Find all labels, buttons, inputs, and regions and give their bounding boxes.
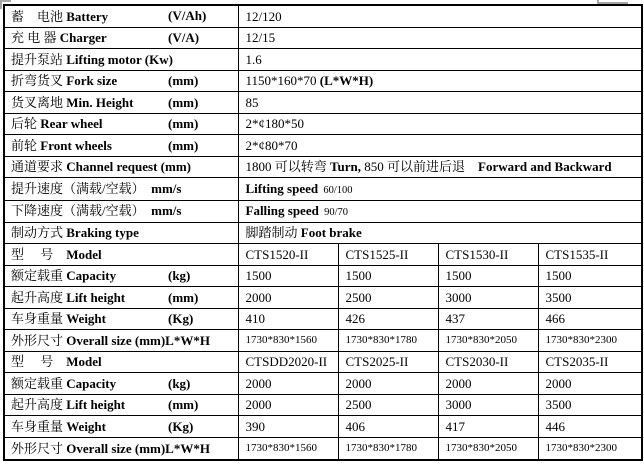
value-text: 426 xyxy=(345,311,365,327)
value-text: 90/70 xyxy=(318,207,348,219)
value-text: Falling speed xyxy=(245,203,319,219)
value-text: 1730*830*2300 xyxy=(545,333,617,346)
value-text: 3500 xyxy=(545,289,572,305)
value-cell-channel-request-0 xyxy=(238,156,642,178)
spec-label-zh: 后轮 xyxy=(11,116,41,132)
value-text: 1730*830*2300 xyxy=(545,441,617,454)
spec-row-fork-size xyxy=(4,70,642,92)
value-cell-capacity-group2-0 xyxy=(238,373,338,395)
value-text: 446 xyxy=(545,418,565,434)
spec-label-en: Overall size xyxy=(66,440,135,456)
value-cell-model-group1-0 xyxy=(238,244,338,266)
label-cell-falling-speed xyxy=(4,200,238,222)
spec-row-braking-type xyxy=(4,222,642,244)
value-cell-lift-height-group1-3 xyxy=(538,287,642,309)
value-text: 12/120 xyxy=(245,8,282,24)
value-cell-weight-group2-1 xyxy=(338,416,438,438)
value-cell-capacity-group2-3 xyxy=(538,373,642,395)
spec-label-unit: (mm)L*W*H xyxy=(134,440,210,456)
value-cell-model-group1-2 xyxy=(438,244,538,266)
value-cell-lift-height-group2-2 xyxy=(438,394,538,416)
spec-row-falling-speed xyxy=(4,200,642,222)
value-cell-weight-group2-2 xyxy=(438,416,538,438)
spec-label-en: Channel request xyxy=(66,159,161,175)
value-text: 1800 可以转弯 xyxy=(245,159,331,175)
spec-row-front-wheels xyxy=(4,135,642,157)
value-cell-lifting-speed-0 xyxy=(238,178,642,200)
label-cell-weight-group2 xyxy=(4,416,238,438)
spec-row-overall-size-group2 xyxy=(4,437,642,460)
value-cell-weight-group1-2 xyxy=(438,308,538,330)
spec-label-zh: 额定载重 xyxy=(11,375,67,391)
value-text: 2000 xyxy=(245,397,272,413)
value-cell-model-group1-1 xyxy=(338,244,438,266)
value-text: 2500 xyxy=(345,289,372,305)
spec-label-unit: (mm) xyxy=(168,116,199,132)
value-cell-lift-height-group2-3 xyxy=(538,394,642,416)
spec-label-unit: mm/s xyxy=(151,181,182,197)
value-text: CTSDD2020-II xyxy=(245,354,328,370)
value-text: 1730*830*1560 xyxy=(245,333,317,346)
spec-label-zh: 车身重量 xyxy=(11,311,67,327)
value-text: 850 可以前进后退 xyxy=(360,159,478,175)
value-cell-weight-group1-1 xyxy=(338,308,438,330)
value-cell-weight-group2-0 xyxy=(238,416,338,438)
label-cell-battery xyxy=(4,5,238,27)
value-cell-model-group2-2 xyxy=(438,351,538,373)
value-cell-lift-height-group2-0 xyxy=(238,394,338,416)
value-cell-model-group2-3 xyxy=(538,351,642,373)
spec-label-zh: 外形尺寸 xyxy=(11,332,67,348)
value-text: 2000 xyxy=(245,375,272,391)
spec-label-unit: (V/A) xyxy=(168,30,200,46)
label-cell-overall-size-group1 xyxy=(4,330,238,352)
spec-row-lifting-motor xyxy=(4,49,642,71)
spec-label-en: Braking type xyxy=(66,225,139,241)
label-cell-min-height xyxy=(4,92,238,114)
value-text: 1500 xyxy=(445,268,472,284)
value-cell-model-group2-1 xyxy=(338,351,438,373)
value-text: CTS2025-II xyxy=(345,354,409,370)
label-cell-rear-wheel xyxy=(4,113,238,135)
value-text: 3000 xyxy=(445,289,472,305)
spec-row-overall-size-group1 xyxy=(4,330,642,352)
value-cell-lift-height-group1-0 xyxy=(238,287,338,309)
value-text: Foot brake xyxy=(300,225,362,241)
value-text: 12/15 xyxy=(245,30,276,46)
value-cell-overall-size-group2-2 xyxy=(438,437,538,460)
value-text: 417 xyxy=(445,418,465,434)
value-cell-capacity-group1-3 xyxy=(538,265,642,287)
value-cell-model-group2-0 xyxy=(238,351,338,373)
spec-label-unit: (mm) xyxy=(168,94,199,110)
spec-label-unit: (Kg) xyxy=(168,418,194,434)
value-text: CTS1535-II xyxy=(545,246,609,262)
spec-label-unit: mm/s xyxy=(151,203,182,219)
spec-label-en: Capacity xyxy=(66,268,117,284)
spec-row-model-group1 xyxy=(4,244,642,266)
spec-label-zh: 型 号 xyxy=(11,246,67,262)
spec-row-model-group2 xyxy=(4,351,642,373)
spec-label-zh: 型 号 xyxy=(11,354,67,370)
value-text: 2000 xyxy=(345,375,372,391)
label-cell-weight-group1 xyxy=(4,308,238,330)
value-text: 1150*160*70 xyxy=(245,73,320,89)
spec-label-zh: 额定载重 xyxy=(11,268,67,284)
selection-handle-top-left-vertical xyxy=(0,0,2,9)
spec-row-capacity-group1 xyxy=(4,265,642,287)
spec-label-unit: (mm) xyxy=(168,73,199,89)
spec-label-en: Lift height xyxy=(66,289,126,305)
spec-label-en: Charger xyxy=(59,30,107,46)
spec-label-unit: (kg) xyxy=(168,268,191,284)
spec-label-zh: 充 电 器 xyxy=(11,30,60,46)
spec-label-en: Weight xyxy=(66,311,106,327)
spec-label-en: Model xyxy=(66,246,102,262)
value-text: 60/100 xyxy=(318,185,353,197)
value-cell-lifting-motor-0 xyxy=(238,49,642,71)
value-cell-overall-size-group2-1 xyxy=(338,437,438,460)
spec-row-lift-height-group2 xyxy=(4,394,642,416)
value-text: 1730*830*1780 xyxy=(345,441,417,454)
spec-label-en: Rear wheel xyxy=(40,116,103,132)
value-text: CTS1520-II xyxy=(245,246,309,262)
spec-row-capacity-group2 xyxy=(4,373,642,395)
label-cell-front-wheels xyxy=(4,135,238,157)
value-text: 1500 xyxy=(345,268,372,284)
spec-label-zh: 起升高度 xyxy=(11,289,67,305)
value-text: 437 xyxy=(445,311,465,327)
spec-row-lifting-speed xyxy=(4,178,642,200)
spec-label-unit: (mm) xyxy=(160,159,191,175)
value-cell-min-height-0 xyxy=(238,92,642,114)
spec-label-zh: 外形尺寸 xyxy=(11,440,67,456)
label-cell-lifting-speed xyxy=(4,178,238,200)
value-text: 466 xyxy=(545,311,565,327)
spec-label-unit: (mm) xyxy=(168,289,199,305)
value-text: (L*W*H) xyxy=(319,73,374,89)
value-text: 1730*830*1780 xyxy=(345,333,417,346)
value-text: Turn, xyxy=(330,159,361,175)
spec-label-en: Overall size xyxy=(66,332,135,348)
spec-label-zh: 前轮 xyxy=(11,137,41,153)
spec-label-unit: (kg) xyxy=(168,375,191,391)
value-text: 1500 xyxy=(245,268,272,284)
spec-label-en: Lift height xyxy=(66,397,126,413)
value-text: 脚踏制动 xyxy=(245,225,301,241)
value-cell-capacity-group1-0 xyxy=(238,265,338,287)
value-text: 1500 xyxy=(545,268,572,284)
spec-label-zh: 通道要求 xyxy=(11,159,67,175)
value-text: CTS1530-II xyxy=(445,246,509,262)
spec-label-unit: (Kg) xyxy=(168,311,194,327)
label-cell-capacity-group2 xyxy=(4,373,238,395)
value-text: 2000 xyxy=(545,375,572,391)
value-cell-lift-height-group2-1 xyxy=(338,394,438,416)
value-text: CTS1525-II xyxy=(345,246,409,262)
value-text: 2*¢80*70 xyxy=(245,137,298,153)
spec-row-battery xyxy=(4,5,642,27)
spec-label-unit: (mm) xyxy=(168,137,199,153)
spec-label-zh: 货叉离地 xyxy=(11,94,67,110)
value-text: 390 xyxy=(245,418,265,434)
label-cell-capacity-group1 xyxy=(4,265,238,287)
value-cell-overall-size-group1-1 xyxy=(338,330,438,352)
spec-label-unit: (V/Ah) xyxy=(168,8,207,24)
spec-row-charger xyxy=(4,27,642,49)
spec-label-zh: 提升速度（满载/空载） xyxy=(11,181,152,197)
label-cell-charger xyxy=(4,27,238,49)
value-cell-charger-0 xyxy=(238,27,642,49)
value-cell-capacity-group1-1 xyxy=(338,265,438,287)
spec-row-rear-wheel xyxy=(4,113,642,135)
value-text: 1730*830*1560 xyxy=(245,441,317,454)
selection-handle-top-right-vertical xyxy=(597,0,599,3)
label-cell-channel-request xyxy=(4,156,238,178)
value-cell-overall-size-group2-3 xyxy=(538,437,642,460)
value-text: 410 xyxy=(245,311,265,327)
spec-label-zh: 折弯货叉 xyxy=(11,73,67,89)
value-text: CTS2030-II xyxy=(445,354,509,370)
value-text: 3500 xyxy=(545,397,572,413)
spec-table-body xyxy=(4,5,642,460)
spec-label-unit: (Kw) xyxy=(144,51,173,67)
spec-label-zh: 下降速度（满载/空载） xyxy=(11,203,152,219)
value-cell-lift-height-group1-1 xyxy=(338,287,438,309)
spec-label-zh: 提升泵站 xyxy=(11,51,67,67)
spec-label-en: Lifting motor xyxy=(66,51,145,67)
value-cell-model-group1-3 xyxy=(538,244,642,266)
value-text: 2000 xyxy=(445,375,472,391)
value-cell-battery-0 xyxy=(238,5,642,27)
value-text: 3000 xyxy=(445,397,472,413)
value-text: 1730*830*2050 xyxy=(445,333,517,346)
spec-label-en: Front wheels xyxy=(40,137,112,153)
spec-table xyxy=(3,4,643,461)
value-text: Lifting speed xyxy=(245,181,319,197)
value-text: Forward and Backward xyxy=(478,159,612,175)
value-cell-weight-group1-0 xyxy=(238,308,338,330)
value-cell-overall-size-group1-3 xyxy=(538,330,642,352)
label-cell-lifting-motor xyxy=(4,49,238,71)
spec-row-weight-group2 xyxy=(4,416,642,438)
spec-label-en: Weight xyxy=(66,418,106,434)
value-text: 1730*830*2050 xyxy=(445,441,517,454)
value-cell-front-wheels-0 xyxy=(238,135,642,157)
value-text: 1.6 xyxy=(245,51,262,67)
value-cell-capacity-group2-2 xyxy=(438,373,538,395)
spec-label-zh: 车身重量 xyxy=(11,418,67,434)
value-cell-capacity-group1-2 xyxy=(438,265,538,287)
spec-row-lift-height-group1 xyxy=(4,287,642,309)
value-text: 2500 xyxy=(345,397,372,413)
spec-label-zh: 制动方式 xyxy=(11,225,67,241)
value-cell-weight-group1-3 xyxy=(538,308,642,330)
value-text: 2*¢180*50 xyxy=(245,116,304,132)
spec-label-unit: (mm) xyxy=(168,397,199,413)
spec-row-weight-group1 xyxy=(4,308,642,330)
spec-row-channel-request xyxy=(4,156,642,178)
value-cell-capacity-group2-1 xyxy=(338,373,438,395)
value-cell-weight-group2-3 xyxy=(538,416,642,438)
spec-label-en: Model xyxy=(66,354,102,370)
value-text: 2000 xyxy=(245,289,272,305)
spec-row-min-height xyxy=(4,92,642,114)
value-text: 406 xyxy=(345,418,365,434)
spec-label-zh: 起升高度 xyxy=(11,397,67,413)
value-cell-fork-size-0 xyxy=(238,70,642,92)
value-cell-overall-size-group1-0 xyxy=(238,330,338,352)
value-cell-lift-height-group1-2 xyxy=(438,287,538,309)
value-cell-rear-wheel-0 xyxy=(238,113,642,135)
value-cell-overall-size-group2-0 xyxy=(238,437,338,460)
label-cell-fork-size xyxy=(4,70,238,92)
spec-label-en: Battery xyxy=(66,8,109,24)
label-cell-lift-height-group1 xyxy=(4,287,238,309)
label-cell-model-group2 xyxy=(4,351,238,373)
spec-label-en: Fork size xyxy=(66,73,118,89)
label-cell-braking-type xyxy=(4,222,238,244)
label-cell-lift-height-group2 xyxy=(4,394,238,416)
label-cell-overall-size-group2 xyxy=(4,437,238,460)
label-cell-model-group1 xyxy=(4,244,238,266)
value-cell-overall-size-group1-2 xyxy=(438,330,538,352)
value-cell-braking-type-0 xyxy=(238,222,642,244)
spec-label-unit: (mm)L*W*H xyxy=(134,332,210,348)
spec-label-en: Min. Height xyxy=(66,94,134,110)
spec-label-en: Capacity xyxy=(66,375,117,391)
value-text: CTS2035-II xyxy=(545,354,609,370)
spec-label-zh: 蓄 电池 xyxy=(11,8,67,24)
value-text: 85 xyxy=(245,94,259,110)
value-cell-falling-speed-0 xyxy=(238,200,642,222)
